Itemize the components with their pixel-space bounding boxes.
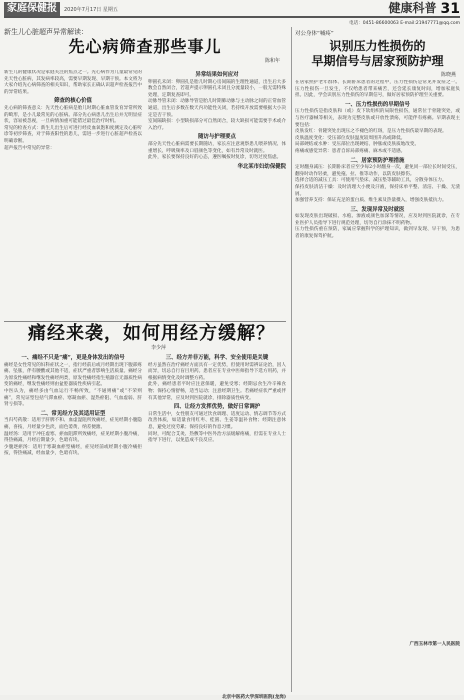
paragraph: 室间隔缺损：小型缺损部分可自然闭合，较大缺损可能需要手术或介入治疗。 xyxy=(148,119,286,131)
article2-col2 xyxy=(148,353,286,693)
article2-source: 北京中医药大学深圳医院(龙岗) xyxy=(222,695,286,700)
article3-byline: 陈晓燕 xyxy=(440,72,456,78)
article2-headline: 痛经来袭，如何用经方缓解？ xyxy=(28,323,275,344)
paragraph: 此外，家长要保持良好的心态，遵医嘱按时复诊，切勿过度焦虑。 xyxy=(148,155,282,161)
article-congenital-heart xyxy=(4,27,286,319)
article2-subhead: 四、让经方发挥优势，做好日常调护 xyxy=(173,404,261,411)
paragraph: 新生儿的健康状况是家庭关注的焦点之一。先心病作为儿童最常见的先天性心脏病，其发病率较高，需要早期发现、早期干预。本文将为大家介绍先心病筛查的相关知识，帮助家长正确认识超声检查报告中的异常结果。 xyxy=(4,70,142,95)
article1-subhead: 筛查的核心价值 xyxy=(54,98,92,105)
article-pressure-injury xyxy=(291,27,460,692)
article2-subhead: 二、常见经方及其适用证型 xyxy=(40,410,106,417)
article1-byline: 陈和年 xyxy=(264,58,280,64)
paragraph: 动脉导管未闭：动脉导管是胎儿时期肺动脉与主动脉之间的正常血管通道，出生后多数在数天内功能性关闭，若持续开放需要根据大小决定是否干预。 xyxy=(148,99,286,118)
paragraph: 压力性损伤是指皮肤和（或）皮下软组织的局限性损伤，通常位于骨隆突处，或与医疗器械等相关，表现为完整皮肤或开放性溃疡，可能伴有疼痛。早期表现主要包括： xyxy=(295,109,460,128)
paragraph: 温经汤：适用于冲任虚寒、瘀血阻滞所致痛经，症见经期小腹冷痛，得热痛减，月经后期量少，色暗有块。 xyxy=(4,431,142,444)
article3-title-line1: 识别压力性损伤的 xyxy=(329,39,426,53)
contact-line: 电话：0451-86600063 E-mail:21947771@qq.com xyxy=(349,21,460,26)
paragraph: 少腹逐瘀汤：适用于寒凝血瘀型痛经，症见经前或经期小腹冷痛拒按，得热痛减，经血量少，色暗有块。 xyxy=(4,444,142,457)
left-column xyxy=(4,27,286,700)
paragraph: 超声报告中常见的异常： xyxy=(4,145,55,151)
paragraph: 当归芍药散：适用于肝脾不和、血虚湿阻所致痛经，症见经期小腹隐痛，喜按，月经量少色淡，面色萎黄，纳差便溏。 xyxy=(4,418,142,430)
article1-subhead: 随访与护理要点 xyxy=(198,134,236,141)
paragraph: 加强营养支持：保证充足的蛋白质、维生素及热量摄入，增强皮肤抵抗力。 xyxy=(295,198,447,204)
paragraph: 皮肤发红：骨隆突处出现压之不褪色的红斑，是压力性损伤最早期的表现。 xyxy=(295,129,447,135)
paragraph: 痛经是女性常见的妇科症状之一，指行经前后或月经期出现下腹部疼痛、坠胀，伴有腰酸或其他不适，症状严重者影响生活质量。痛经分为原发性痛经和继发性痛经两类，原发性痛经指生殖器官无器质性病变的痛经，继发性痛经则由盆腔器质性疾病引起。 xyxy=(4,362,142,388)
article3-subhead: 三、发现异常及时就医 xyxy=(350,206,405,213)
article3-kicker: 对公身体“喊疼” xyxy=(295,31,334,37)
article1-col1 xyxy=(4,70,142,318)
article2-byline: 李少萍 xyxy=(150,345,166,351)
article3-body xyxy=(295,80,460,640)
issue-date: 2020年7月17日 星期五 xyxy=(64,6,118,13)
paragraph: 压力性损伤重在预防，家属应掌握科学的护理知识，做到早发现、早干预，为患者的康复保驾护航。 xyxy=(295,227,460,240)
article2-subhead: 三、经方并非万能，科学、安全使用是关键 xyxy=(165,355,269,361)
paragraph: 在居家照护老年群体、长期卧床患者的过程中，压力性损伤是常见并发症之一。压力性损伤一旦发生，不仅给患者带来痛苦，还会延长康复时间，增加家庭负担。因此，学会识别压力性损伤的早期信号，做好居家预防护理至关重要。 xyxy=(295,80,460,99)
paragraph: 经方虽然在治疗痛经方面具有一定优势，但使用时需辨证论治，因人而异，切忌自行盲目用药。患者应在专业中医师指导下选方用药，并根据病情变化及时调整方药。 xyxy=(148,362,286,381)
section-title: 健康科普 xyxy=(388,1,437,15)
article1-source: 华北某市妇幼保健院 xyxy=(237,163,286,170)
paragraph: 同时，可配合艾灸、热敷等中医外治方法缓解疼痛，但需在专业人士指导下进行，以免造成不良反应。 xyxy=(148,431,286,444)
paragraph: 先心病的筛查意义：先天性心脏病是胎儿时期心脏血管发育异常所致的畸形，是小儿最常见的心脏病。部分先心病患儿出生后并无明显症状，容易被忽视，一旦病情加重可能错过最佳治疗时机。 xyxy=(4,105,142,125)
paragraph: 卵圆孔未闭：卵圆孔是胎儿时期心房间隔的生理性通道，出生后大多数会自然闭合，若超声提示卵圆孔未闭且分流量较小，一般无需特殊处理，定期复查即可。 xyxy=(148,79,286,98)
article3-title-line2: 早期信号与居家预防护理 xyxy=(311,54,444,68)
article2-subhead: 一、痛经不只是“痛”，更是身体发出的信号 xyxy=(21,355,125,361)
page-number: 31 xyxy=(440,1,460,17)
paragraph: 局部硬结或水肿：受压部位出现硬结、肿胀或皮肤质地改变。 xyxy=(295,142,420,148)
article1-kicker: 新生儿心脏超声异常解读： xyxy=(4,28,88,36)
article3-subhead: 二、居家预防护理措施 xyxy=(350,157,405,164)
section-divider xyxy=(4,321,286,322)
article1-subhead: 异常结果如何应对 xyxy=(195,72,239,78)
article2-col1 xyxy=(4,353,142,693)
paragraph: 皮肤温度变化：受压部位皮肤温度较周围升高或降低。 xyxy=(295,135,406,141)
paragraph: 疼痛或感觉异常：患者自诉局部疼痛、麻木或不适感。 xyxy=(295,148,406,154)
newspaper-brand: 家庭保健报 xyxy=(4,2,60,16)
article3-subhead: 一、压力性损伤的早期信号 xyxy=(345,101,410,108)
paragraph: 常见的检查方式：新生儿出生后可进行经皮血氧饱和度测定及心脏听诊等初步筛查，对于筛查阳性的患儿，需进一步进行心脏超声检查以明确诊断。 xyxy=(4,125,142,144)
paragraph: 日常生活中，女性朋友可通过饮食调理、适度运动、情志调节等方式改善体质，如适量食用红枣、桂圆、生姜等温补食物；经期注意休息，避免过度劳累；保持良好的作息习惯。 xyxy=(148,411,286,430)
paragraph: 定时翻身减压：长期卧床者应至少每2小时翻身一次，避免同一部位长时间受压，翻身时动作轻柔，避免拖、拉、推等动作，以防皮肤擦伤。 xyxy=(295,165,460,177)
article1-headline: 先心病筛查那些事儿 xyxy=(68,37,222,56)
paragraph: 保持皮肤清洁干燥：及时清理大小便及汗液，保持床单平整、清洁、干燥、无渣屑。 xyxy=(295,184,460,197)
paragraph: 如发现皮肤出现破损、水疱、渗液或颜色加深等情况，应及时到医院就诊，在专业医护人员指导下进行规范处理，切勿自行涂抹不明药物。 xyxy=(295,214,460,226)
article1-col2 xyxy=(148,70,286,318)
paragraph: 选择合适的减压工具：可使用气垫床、减压垫等辅助工具，分散身体压力。 xyxy=(295,178,447,184)
article-dysmenorrhea xyxy=(4,323,286,700)
paragraph: 中医认为，痛经多由气血运行不畅所致，“不通则痛”或“不荣则痛”，常见证型包括气滞血瘀、寒凝血瘀、湿热瘀阻、气血虚弱、肝肾亏损等。 xyxy=(4,388,142,408)
paragraph: 此外，痛经患者平时应注意保暖，避免受寒；经期忌食生冷辛辣食物；保持心情舒畅，适当运动；注意经期卫生。若痛经症状严重或伴有其他异常，应及时到医院就诊，排除器质性病变。 xyxy=(148,382,286,401)
paragraph: 部分先天性心脏病需要长期随访，家长应注意观察患儿喂养情况、体重增长、呼吸频率及口唇颜色等变化，如有异常及时就医。 xyxy=(148,141,286,154)
masthead xyxy=(4,3,460,18)
article3-source: 广西玉林市第一人民医院 xyxy=(409,642,460,647)
